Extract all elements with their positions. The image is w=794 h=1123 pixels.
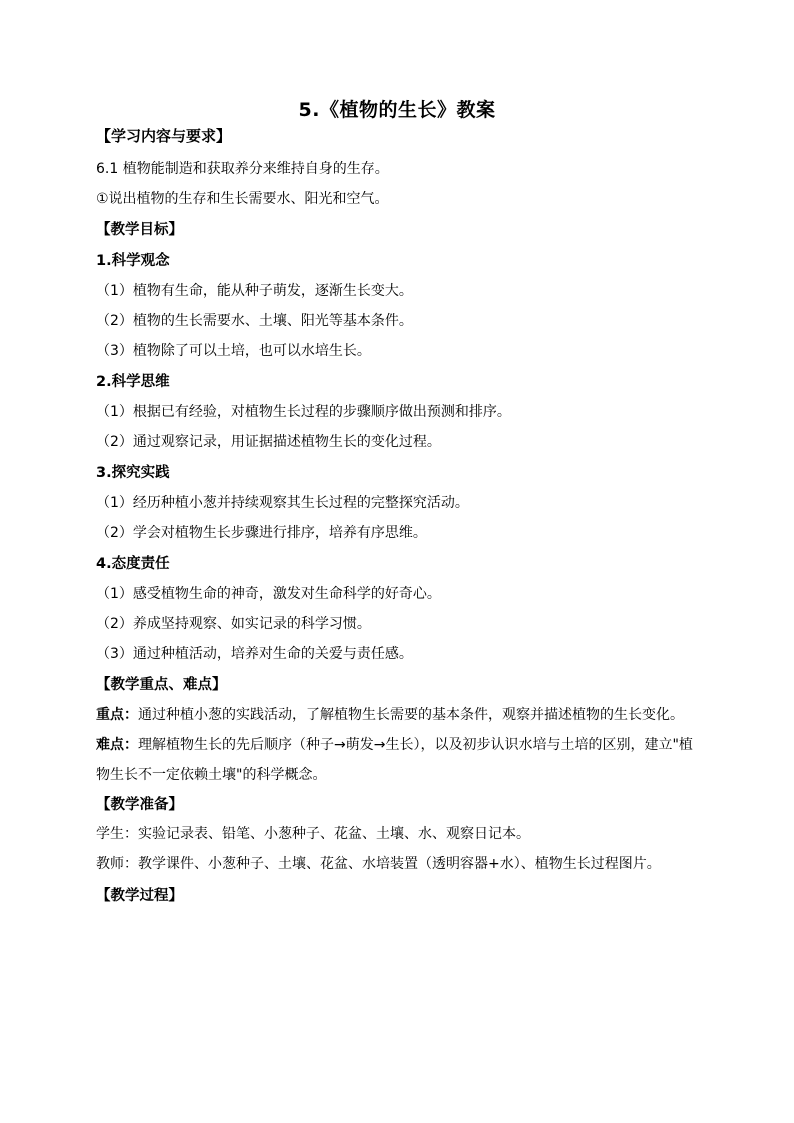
- goal-4-title: 4.态度责任: [96, 556, 170, 572]
- heading-teaching-process: 【教学过程】: [96, 888, 183, 904]
- goal-1-item-2: （2）植物的生长需要水、土壤、阳光等基本条件。: [96, 313, 413, 329]
- goal-2-item-1: （1）根据已有经验，对植物生长过程的步骤顺序做出预测和排序。: [96, 404, 511, 420]
- goal-3-item-1: （1）经历种植小葱并持续观察其生长过程的完整探究活动。: [96, 495, 469, 511]
- goal-4-item-1: （1）感受植物生命的神奇，激发对生命科学的好奇心。: [96, 586, 441, 602]
- prep-student: 学生：实验记录表、铅笔、小葱种子、花盆、土壤、水、观察日记本。: [96, 826, 530, 842]
- goal-2-title: 2.科学思维: [96, 374, 170, 390]
- key-point-label: 重点：: [96, 707, 138, 723]
- content-line-1: 6.1 植物能制造和获取养分来维持自身的生存。: [96, 161, 389, 177]
- goal-1-item-1: （1）植物有生命，能从种子萌发，逐渐生长变大。: [96, 283, 413, 299]
- difficult-point-label: 难点：: [96, 737, 138, 753]
- goal-3-title: 3.探究实践: [96, 465, 170, 481]
- document-title: 5.《植物的生长》教案: [298, 99, 496, 121]
- heading-preparation: 【教学准备】: [96, 797, 183, 813]
- content-line-2: ①说出植物的生存和生长需要水、阳光和空气。: [96, 191, 389, 207]
- heading-learning-content: 【学习内容与要求】: [96, 127, 232, 145]
- prep-teacher: 教师：教学课件、小葱种子、土壤、花盆、水培装置（透明容器+水）、植物生长过程图片。: [96, 856, 661, 872]
- goal-1-title: 1.科学观念: [96, 253, 170, 269]
- goal-4-item-2: （2）养成坚持观察、如实记录的科学习惯。: [96, 616, 371, 632]
- goal-3-item-2: （2）学会对植物生长步骤进行排序，培养有序思维。: [96, 525, 427, 541]
- goal-4-item-3: （3）通过种植活动，培养对生命的关爱与责任感。: [96, 646, 413, 662]
- difficult-point-paragraph: [96, 730, 706, 790]
- heading-key-difficult-points: 【教学重点、难点】: [96, 677, 227, 693]
- goal-2-item-2: （2）通过观察记录，用证据描述植物生长的变化过程。: [96, 434, 441, 450]
- heading-teaching-goals: 【教学目标】: [96, 222, 183, 238]
- difficult-point-text: 理解植物生长的先后顺序（种子→萌发→生长），以及初步认识水培与土培的区别，建立"植物生长不一定依赖土壤"的科学概念。: [96, 737, 693, 783]
- key-point-text: 通过种植小葱的实践活动，了解植物生长需要的基本条件，观察并描述植物的生长变化。: [138, 707, 684, 723]
- key-point-paragraph: [96, 700, 706, 730]
- goal-1-item-3: （3）植物除了可以土培，也可以水培生长。: [96, 343, 371, 359]
- document-body: [96, 124, 706, 907]
